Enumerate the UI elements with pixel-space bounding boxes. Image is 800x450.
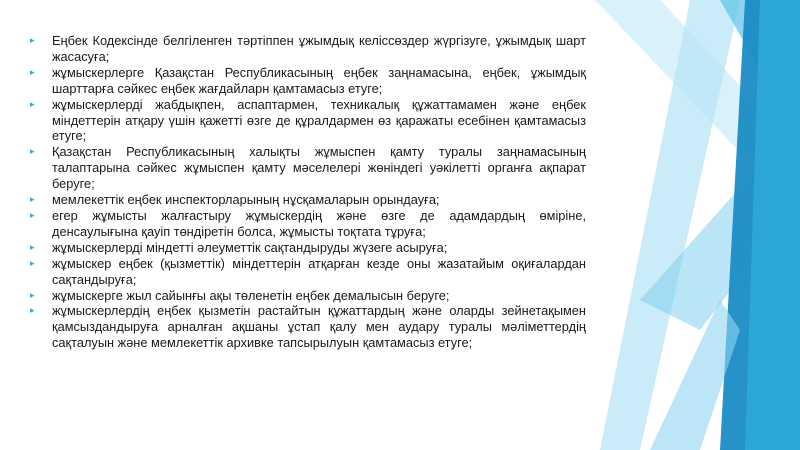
- list-item-text: мемлекеттік еңбек инспекторларының нұсқамаларын орындауға;: [52, 192, 440, 208]
- list-item: [30, 288, 586, 304]
- list-item: [30, 33, 586, 65]
- list-item: [30, 256, 586, 288]
- list-item: [30, 65, 586, 97]
- bullet-icon: ▸: [30, 194, 35, 205]
- bullet-icon: ▸: [30, 66, 35, 77]
- list-item: [30, 208, 586, 240]
- list-item-text: жұмыскерлерді міндетті әлеуметтік сақтандыруды жүзеге асыруға;: [52, 239, 448, 255]
- bullet-icon: ▸: [30, 98, 35, 109]
- list-item: [30, 144, 586, 192]
- list-item-text: жұмыскерге жыл сайынғы ақы төленетін еңбек демалысын беруге;: [52, 287, 450, 303]
- bullet-icon: ▸: [30, 209, 35, 220]
- list-item-text: жұмыскерлерге Қазақстан Республикасының еңбек заңнамасына, еңбек, ұжымдық шарттарға сәйкес еңбек жағдайларн қамтамасыз етуге;: [52, 64, 586, 96]
- bullet-icon: ▸: [30, 241, 35, 252]
- list-item-text: егер жұмысты жалғастыру жұмыскердің және өзге де адамдардың өміріне, денсаулығына қауіп төндіретін болса, жұмысты тоқтата тұруға;: [52, 207, 586, 239]
- list-item-text: жұмыскерлерді жабдықпен, аспаптармен, техникалық құжаттамамен және еңбек міндеттерін атқару үшін қажетті өзге де құралдармен өз қаражаты есебінен қамтамасыз етуге;: [52, 96, 586, 144]
- bullet-icon: ▸: [30, 146, 35, 157]
- bullet-icon: ▸: [30, 289, 35, 300]
- list-item: [30, 97, 586, 145]
- bullet-icon: ▸: [30, 35, 35, 45]
- list-item: [30, 240, 586, 256]
- list-item: [30, 303, 586, 351]
- bullet-icon: ▸: [30, 257, 35, 268]
- list-item-text: жұмыскерлердің еңбек қызметін растайтын құжаттардың және оларды зейнетақымен қамсыздандыруға арналған ақшаны ұстап қалу мен аудару туралы мәліметтердің сақталуын және мемлекеттік архивке тапсырылуын қамтамасыз етуге;: [52, 303, 586, 351]
- list-item-text: Қазақстан Республикасының халықты жұмыспен қамту туралы заңнамасының талаптарына сәйкес жұмыспен қамту мәселелері жөніндегі уәкілетті органға ақпарат беруге;: [52, 144, 586, 192]
- list-item: [30, 192, 586, 208]
- list-item-text: Еңбек Кодексінде белгіленген тәртіппен ұжымдық келіссөздер жүргізуге, ұжымдық шарт жасасуға;: [52, 33, 586, 64]
- list-item-text: жұмыскер еңбек (қызметтік) міндеттерін атқарған кезде оны жазатайым оқиғалардан сақтандыруға;: [52, 255, 586, 287]
- bullet-list: [30, 33, 586, 351]
- bullet-icon: ▸: [30, 305, 35, 316]
